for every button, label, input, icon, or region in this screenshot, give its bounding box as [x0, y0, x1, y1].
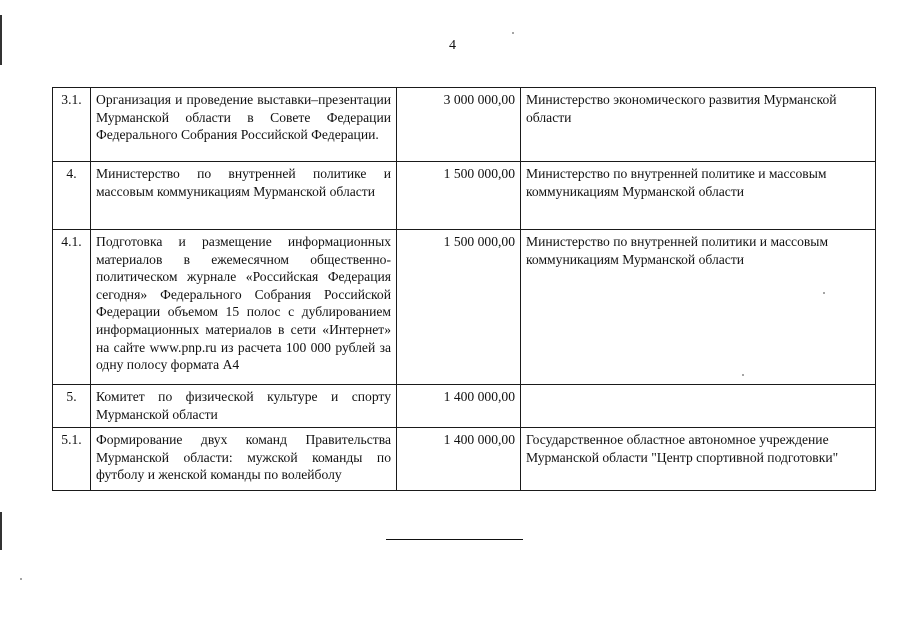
- page-number: 4: [449, 38, 456, 53]
- row-description: Организация и проведение выставки–презентации Мурманской области в Совете Федерации Федерального Собрания Российской Федерации.: [91, 88, 397, 162]
- table-row: [53, 385, 876, 428]
- row-organization: [521, 385, 876, 428]
- row-amount: 1 500 000,00: [397, 162, 521, 230]
- row-number: 3.1.: [53, 88, 91, 162]
- scan-edge-mark: [0, 512, 2, 550]
- table-row: [53, 428, 876, 491]
- row-organization: Министерство по внутренней политики и массовым коммуникациям Мурманской области: [521, 230, 876, 385]
- row-number: 5.1.: [53, 428, 91, 491]
- row-description: Министерство по внутренней политике и массовым коммуникациям Мурманской области: [91, 162, 397, 230]
- footer-divider: [386, 539, 523, 540]
- row-number: 4.1.: [53, 230, 91, 385]
- table-row: [53, 230, 876, 385]
- scan-speck: [512, 32, 514, 34]
- row-amount: 1 400 000,00: [397, 428, 521, 491]
- row-number: 5.: [53, 385, 91, 428]
- row-description: Подготовка и размещение информационных материалов в ежемесячном общественно-политическом журнале «Российская Федерация сегодня» Федерального Собрания Российской Федерации объемом 15 полос с дублированием информационных материалов в сети «Интернет» на сайте www.pnp.ru из расчета 100 000 рублей за одну полосу формата А4: [91, 230, 397, 385]
- budget-table: [52, 87, 876, 491]
- row-organization: Министерство по внутренней политике и массовым коммуникациям Мурманской области: [521, 162, 876, 230]
- row-amount: 1 500 000,00: [397, 230, 521, 385]
- row-amount: 1 400 000,00: [397, 385, 521, 428]
- row-organization: Государственное областное автономное учреждение Мурманской области "Центр спортивной подготовки": [521, 428, 876, 491]
- table-row: [53, 162, 876, 230]
- row-description: Комитет по физической культуре и спорту Мурманской области: [91, 385, 397, 428]
- row-amount: 3 000 000,00: [397, 88, 521, 162]
- row-number: 4.: [53, 162, 91, 230]
- scan-speck: [20, 578, 22, 580]
- row-organization: Министерство экономического развития Мурманской области: [521, 88, 876, 162]
- table-row: [53, 88, 876, 162]
- row-description: Формирование двух команд Правительства Мурманской области: мужской команды по футболу и женской команды по волейболу: [91, 428, 397, 491]
